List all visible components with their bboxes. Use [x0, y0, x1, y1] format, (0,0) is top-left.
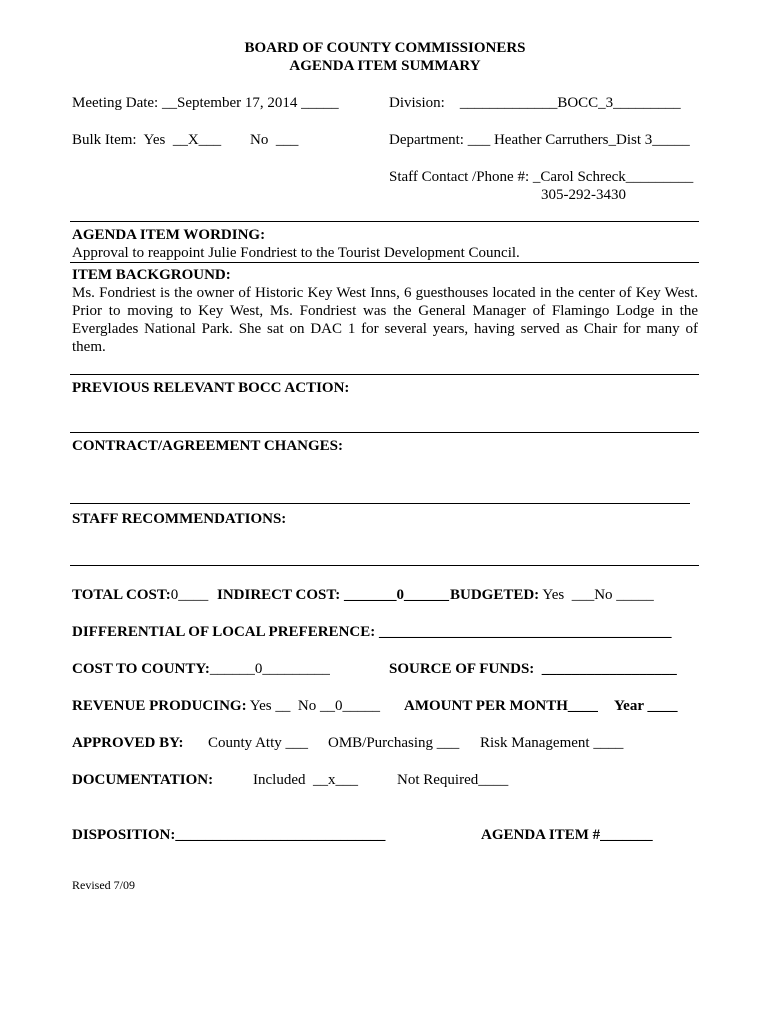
- amount-per-month: AMOUNT PER MONTH____: [404, 698, 598, 714]
- staff-contact: Staff Contact /Phone #: _Carol Schreck_________: [389, 169, 694, 185]
- header-title: BOARD OF COUNTY COMMISSIONERS: [244, 40, 526, 56]
- divider: [70, 221, 699, 222]
- revised-date: Revised 7/09: [72, 878, 135, 892]
- division: Division: _____________BOCC_3_________: [389, 95, 681, 111]
- approved-by-label: APPROVED BY:: [72, 735, 184, 751]
- bulk-item-yes: Bulk Item: Yes __X___: [72, 132, 222, 148]
- divider: [70, 565, 699, 566]
- differential-local-preference: DIFFERENTIAL OF LOCAL PREFERENCE: _______________________________________: [72, 624, 672, 640]
- divider: [70, 262, 699, 263]
- item-background-text: Ms. Fondriest is the owner of Historic Key West Inns, 6 guesthouses located in the center of Key West. Prior to moving to Key West, Ms. Fondriest was the General Manager of Flamingo Lodge in the Everglades National Park. She sat on DAC 1 for several years, having served as Chair for many of them.: [72, 285, 698, 355]
- meeting-date: Meeting Date: __September 17, 2014 _____: [72, 95, 339, 111]
- approved-risk-management: Risk Management ____: [480, 735, 624, 751]
- agenda-wording-text: Approval to reappoint Julie Fondriest to the Tourist Development Council.: [72, 245, 520, 261]
- cost-to-county-row: [72, 660, 330, 678]
- budgeted-label: BUDGETED:: [450, 587, 540, 603]
- total-cost-row: [72, 586, 208, 604]
- budgeted-row: [450, 586, 654, 604]
- approved-omb-purchasing: OMB/Purchasing ___: [328, 735, 460, 751]
- documentation-not-required: Not Required____: [397, 772, 509, 788]
- cost-to-county-label: COST TO COUNTY:: [72, 661, 210, 677]
- item-background-label: ITEM BACKGROUND:: [72, 267, 231, 283]
- department: Department: ___ Heather Carruthers_Dist 3_____: [389, 132, 690, 148]
- divider: [70, 503, 690, 504]
- contract-changes-label: CONTRACT/AGREEMENT CHANGES:: [72, 438, 344, 454]
- divider: [70, 374, 699, 375]
- indirect-cost: INDIRECT COST: _______0______: [217, 587, 449, 603]
- source-of-funds: SOURCE OF FUNDS: __________________: [389, 661, 677, 677]
- revenue-producing-value: Yes __ No __0_____: [246, 698, 380, 714]
- documentation-label: DOCUMENTATION:: [72, 772, 214, 788]
- documentation-included: Included __x___: [253, 772, 358, 788]
- revenue-row: [72, 697, 380, 715]
- header-subtitle: AGENDA ITEM SUMMARY: [289, 58, 481, 74]
- year: Year ____: [614, 698, 678, 714]
- total-cost-label: TOTAL COST:: [72, 587, 171, 603]
- total-cost-value: 0____: [170, 587, 209, 603]
- budgeted-value: Yes ___No _____: [539, 587, 654, 603]
- bulk-item-no: No ___: [250, 132, 299, 148]
- staff-recommendations-label: STAFF RECOMMENDATIONS:: [72, 511, 287, 527]
- agenda-wording-label: AGENDA ITEM WORDING:: [72, 227, 266, 243]
- divider: [70, 432, 699, 433]
- approved-county-atty: County Atty ___: [208, 735, 309, 751]
- agenda-item-number: AGENDA ITEM #_______: [481, 827, 653, 843]
- disposition: DISPOSITION:____________________________: [72, 827, 386, 843]
- cost-to-county-value: ______0_________: [209, 661, 330, 677]
- staff-phone: 305-292-3430: [541, 187, 626, 203]
- revenue-producing-label: REVENUE PRODUCING:: [72, 698, 247, 714]
- previous-action-label: PREVIOUS RELEVANT BOCC ACTION:: [72, 380, 350, 396]
